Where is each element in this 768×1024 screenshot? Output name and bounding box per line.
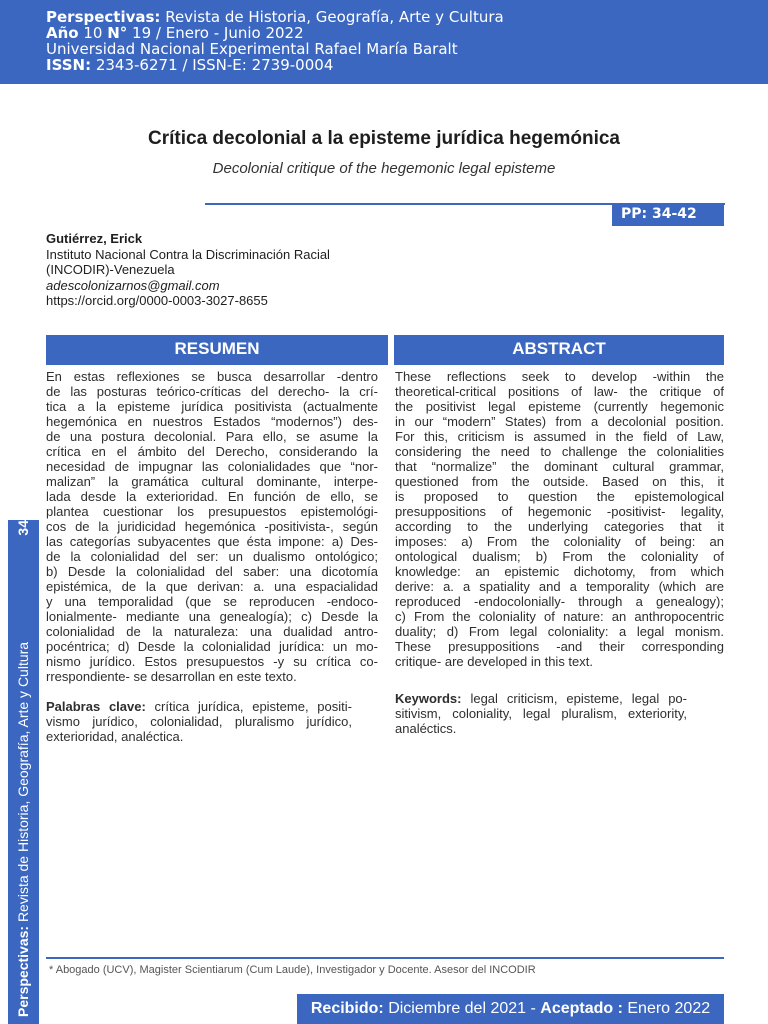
abstract-heading: ABSTRACT bbox=[394, 335, 724, 365]
accepted-value: Enero 2022 bbox=[622, 1000, 711, 1017]
resumen-heading: RESUMEN bbox=[46, 335, 388, 365]
resumen-line: plantea cuestionar los presupuestos epistemológi- bbox=[46, 504, 378, 519]
abstract-line: theoretical-critical positions of law- the critique of bbox=[395, 384, 724, 399]
resumen-line: nismo jurídico. Estos presupuestos -y su crítica co- bbox=[46, 654, 378, 669]
received-label: Recibido: bbox=[310, 1000, 384, 1017]
sidebar-journal-name: Revista de Historia, Geografía, Arte y Cultura bbox=[15, 641, 31, 926]
abstract-line: that “normalize” the dominant cultural grammar, bbox=[395, 459, 724, 474]
author-name: Gutiérrez, Erick bbox=[46, 231, 143, 246]
resumen-line: de una postura decolonial. Para ello, se asume la bbox=[46, 429, 378, 444]
accepted-label: Aceptado : bbox=[540, 1000, 623, 1017]
abstract-line: considering the need to challenge the colonialities bbox=[395, 444, 724, 459]
resumen-line: epistémica, de la que derivan: a. una espacialidad bbox=[46, 579, 378, 594]
resumen-line: necesidad de impugnar las colonialidades que “nor- bbox=[46, 459, 378, 474]
resumen-line: las categorías subyacentes que ésta impone: a) Des- bbox=[46, 534, 378, 549]
footnote: * Abogado (UCV), Magister Scientiarum (Cum Laude), Investigador y Docente. Asesor del INCODIR bbox=[49, 964, 536, 976]
article-title: Crítica decolonial a la episteme jurídica hegemónica bbox=[148, 128, 620, 149]
resumen-line: pocéntrica; d) Desde la colonialidad jurídica: un mo- bbox=[46, 639, 378, 654]
dates-bar bbox=[297, 994, 724, 1024]
resumen-line: colonialidad de la naturaleza: una dualidad antro- bbox=[46, 624, 378, 639]
abstract-line: according to the underlying categories that it bbox=[395, 519, 724, 534]
article-subtitle: Decolonial critique of the hegemonic legal episteme bbox=[212, 160, 556, 177]
resumen-line: de la colonialidad del ser: un dualismo ontológico; bbox=[46, 549, 378, 564]
abstract-keywords-line: sitivism, coloniality, legal pluralism, exteriority, bbox=[395, 706, 687, 721]
abstract-line: ontological dualism; b) From the coloniality of bbox=[395, 549, 724, 564]
abstract-line: imposes: a) From the coloniality of being: an bbox=[395, 534, 724, 549]
abstract-line: reproduced -endocolonially- through a genealogy); bbox=[395, 594, 724, 609]
resumen-line: rrespondiente- se desarrollan en este texto. bbox=[46, 669, 297, 684]
received-value: Diciembre del 2021 - bbox=[383, 1000, 541, 1017]
issn-value: 2343-6271 / ISSN-E: 2739-0004 bbox=[91, 56, 334, 74]
abstract-text bbox=[395, 369, 724, 669]
footnote-divider bbox=[46, 957, 724, 959]
resumen-line: de las posturas teórico-críticas del derecho- la crí- bbox=[46, 384, 378, 399]
year-value: 10 bbox=[78, 24, 108, 42]
resumen-keywords-line: vismo jurídico, colonialidad, pluralismo jurídico, bbox=[46, 714, 352, 729]
author-email[interactable]: adescolonizarnos@gmail.com bbox=[46, 277, 220, 293]
abstract-keywords-line bbox=[395, 691, 687, 706]
abstract-line: These presuppositions -and their corresponding bbox=[395, 639, 724, 654]
abstract-line: the positivist legal episteme (currently hegemonic bbox=[395, 399, 724, 414]
author-block bbox=[46, 231, 330, 309]
resumen-keywords-line bbox=[46, 699, 352, 714]
sidebar-journal-text bbox=[8, 520, 39, 1017]
resumen-text bbox=[46, 369, 378, 684]
abstract-line: These reflections seek to develop -within the bbox=[395, 369, 724, 384]
resumen-line: tica a la episteme jurídica positivista (actualmente bbox=[46, 399, 378, 414]
abstract-keywords bbox=[395, 691, 687, 736]
resumen-line: b) Desde la colonialidad del saber: una dicotomía bbox=[46, 564, 378, 579]
keywords-label: Palabras clave: bbox=[46, 699, 146, 714]
author-affiliation: Instituto Nacional Contra la Discriminación Racial bbox=[46, 246, 330, 262]
resumen-keywords-line: exterioridad, analéctica. bbox=[46, 729, 184, 744]
issue-value: 19 / Enero - Junio 2022 bbox=[127, 24, 304, 42]
resumen-line: crítica en el ámbito del Derecho, considerando la bbox=[46, 444, 378, 459]
resumen-keywords bbox=[46, 699, 352, 744]
abstract-line: knowledge: an epistemic dichotomy, from which bbox=[395, 564, 724, 579]
resumen-line: malizan” la gramática cultural dominante, interpe- bbox=[46, 474, 378, 489]
journal-info bbox=[46, 9, 504, 73]
resumen-line: cos de la juridicidad hegemónica -positivista-, según bbox=[46, 519, 378, 534]
author-orcid[interactable]: https://orcid.org/0000-0003-3027-8655 bbox=[46, 293, 268, 308]
abstract-keywords-line: analéctics. bbox=[395, 721, 457, 736]
university-name: Universidad Nacional Experimental Rafael María Baralt bbox=[46, 40, 458, 58]
abstract-line: in our “modern” States) from a decolonial position. bbox=[395, 414, 724, 429]
abstract-line: duality; d) From legal coloniality: a legal monism. bbox=[395, 624, 724, 639]
journal-label: Perspectivas: bbox=[46, 8, 161, 26]
keywords-text: legal criticism, episteme, legal po- bbox=[461, 691, 687, 706]
abstract-line: critique- are developed in this text. bbox=[395, 654, 593, 669]
resumen-line: lada desde la exterioridad. En función de ello, se bbox=[46, 489, 378, 504]
author-affiliation-country: (INCODIR)-Venezuela bbox=[46, 262, 175, 277]
abstract-line: presuppositions of hegemonic -positivist- legality, bbox=[395, 504, 724, 519]
abstract-line: is proposed to question the epistemological bbox=[395, 489, 724, 504]
issn-label: ISSN: bbox=[46, 56, 92, 74]
keywords-label: Keywords: bbox=[395, 691, 462, 706]
abstract-line: For this, criticism is assumed in the field of Law, bbox=[395, 429, 724, 444]
journal-header bbox=[0, 0, 768, 84]
abstract-line: c) From the coloniality of nature: an anthropocentric bbox=[395, 609, 724, 624]
resumen-line: En estas reflexiones se busca desarrollar -dentro bbox=[46, 369, 378, 384]
abstract-line: questioned from the outside. Based on this, it bbox=[395, 474, 724, 489]
keywords-text: crítica jurídica, episteme, positi- bbox=[145, 699, 352, 714]
journal-name: Revista de Historia, Geografía, Arte y Cultura bbox=[160, 8, 504, 26]
page-number: 34 bbox=[15, 520, 31, 536]
page-range-badge: PP: 34-42 bbox=[612, 203, 724, 226]
abstract-line: derive: a. a spatiality and a temporality (which are bbox=[395, 579, 724, 594]
resumen-line: y una temporalidad (que se reproducen -endoco- bbox=[46, 594, 378, 609]
issue-label: N° bbox=[107, 24, 128, 42]
resumen-line: hegemónica en nuestros Estados “modernos”) des- bbox=[46, 414, 378, 429]
year-label: Año bbox=[46, 24, 79, 42]
sidebar-journal-label: Perspectivas: bbox=[15, 925, 31, 1017]
resumen-line: lonialmente- mediante una genealogía); c) Desde la bbox=[46, 609, 378, 624]
